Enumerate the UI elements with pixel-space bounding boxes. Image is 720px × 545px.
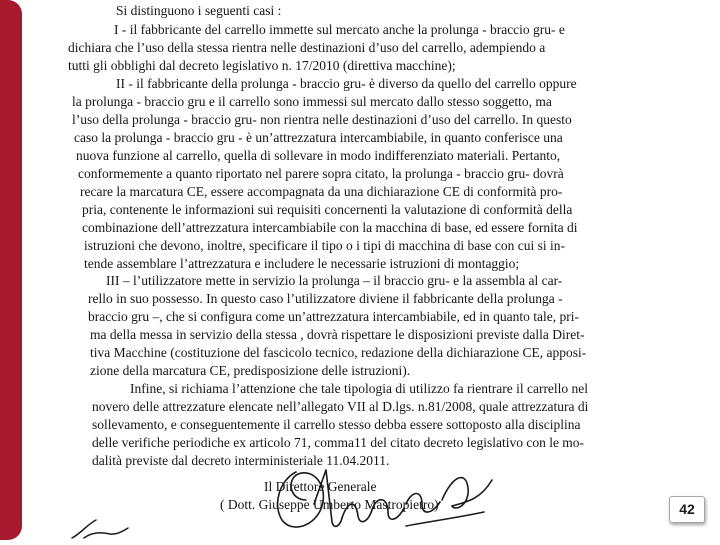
text-line: delle verifiche periodiche ex articolo 71, comma11 del citato decreto legislativo con le mo- (92, 435, 585, 450)
text-line: II - il fabbricante della prolunga - braccio gru- è diverso da quello del carrello oppure (116, 76, 577, 91)
signature-title: Il Direttore Generale (264, 479, 377, 494)
text-line: caso la prolunga - braccio gru - è un’attrezzatura intercambiabile, in quanto conferisce una (74, 130, 563, 145)
text-line: tutti gli obblighi dal decreto legislativo n. 17/2010 (direttiva macchine); (68, 58, 456, 73)
text-line: istruzioni che devono, inoltre, specificare il tipo o i tipi di macchina di base con cui si in- (84, 238, 565, 253)
text-line: Infine, si richiama l’attenzione che tale tipologia di utilizzo fa rientrare il carrello nel (130, 381, 589, 396)
scanned-letter (68, 0, 650, 540)
text-line: sollevamento, e conseguentemente il carrello stesso debba essere sottoposto alla disciplina (92, 417, 581, 432)
text-line: novero delle attrezzature elencate nell’allegato VII al D.lgs. n.81/2008, quale attrezzatura di (92, 399, 589, 414)
handwritten-initials (70, 516, 130, 540)
text-line: conformemente a quanto riportato nel parere sopra citato, la prolunga - braccio gru- dovrà (78, 166, 564, 181)
text-line: recare la marcatura CE, essere accompagnata da una dichiarazione CE di conformità pro- (80, 184, 563, 199)
text-line: zione della marcatura CE, predisposizione delle istruzioni). (90, 363, 411, 378)
handwritten-signature (256, 460, 508, 540)
text-line: la prolunga - braccio gru e il carrello sono immessi sul mercato dallo stesso soggetto, ma (72, 94, 552, 109)
intro-line: Si distinguono i seguenti casi : (116, 3, 282, 18)
text-line: dalità previste dal decreto interministeriale 11.04.2011. (92, 453, 390, 468)
text-line: braccio gru –, che si configura come un’attrezzatura intercambiabile, ed in quanto tale, pri- (88, 309, 580, 324)
page-number: 42 (669, 496, 705, 523)
left-accent-bar (0, 0, 22, 540)
text-line: nuova funzione al carrello, quella di sollevare in modo indifferenziato materiali. Pertanto, (76, 148, 561, 163)
text-line: combinazione dell’attrezzatura intercambiabile con la macchina di base, ed essere fornita di (82, 220, 578, 235)
text-line: ma della messa in servizio della stessa , dovrà rispettare le disposizioni previste dalla Diret- (90, 327, 585, 342)
text-line: rello in suo possesso. In questo caso l’utilizzatore diviene il fabbricante della prolunga - (88, 291, 563, 306)
text-line: dichiara che l’uso della stessa rientra nelle destinazioni d’uso del carrello, adempiendo a (68, 40, 546, 55)
text-line: tiva Macchine (costituzione del fascicolo tecnico, redazione della dichiarazione CE, apposi- (90, 345, 587, 360)
text-line: I - il fabbricante del carrello immette sul mercato anche la prolunga - braccio gru- e (114, 22, 565, 37)
text-line: pria, contenente le informazioni sui requisiti concernenti la valutazione di conformità della (82, 202, 573, 217)
signature-name: ( Dott. Giuseppe Umberto Mastropietro) (220, 497, 439, 512)
text-line: l’uso della prolunga - braccio gru- non rientra nelle destinazioni d’uso del carrello. In questo (72, 112, 572, 127)
text-line: III – l’utilizzatore mette in servizio la prolunga – il braccio gru- e la assembla al car- (106, 273, 563, 288)
text-line: tende assemblare l’attrezzatura e includere le necessarie istruzioni di montaggio; (84, 256, 520, 271)
